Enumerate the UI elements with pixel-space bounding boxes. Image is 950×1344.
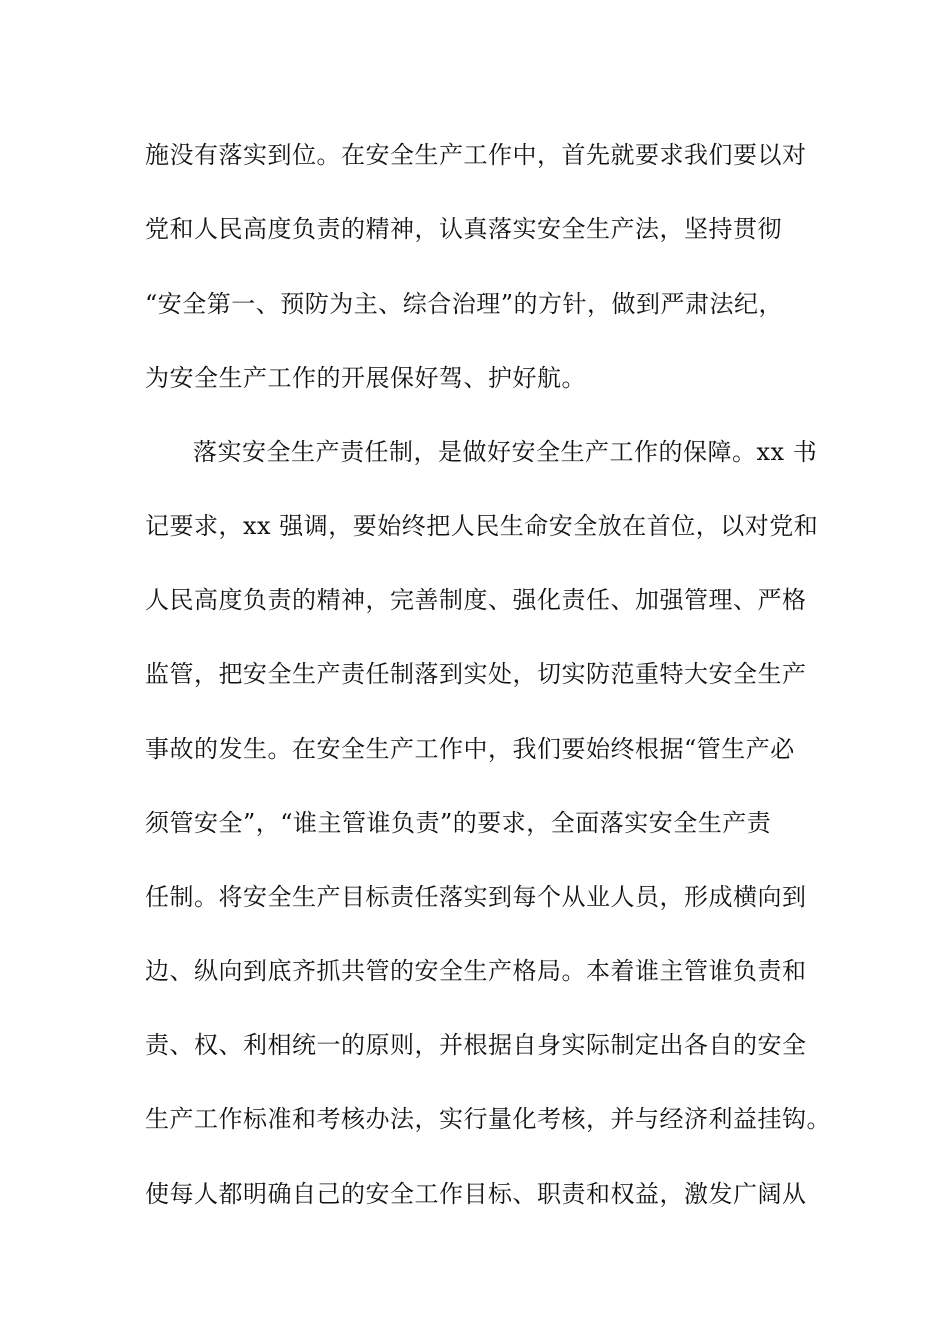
text-line: 使每人都明确自己的安全工作目标、职责和权益，激发广阔从 <box>145 1180 807 1208</box>
text-line: 事故的发生。在安全生产工作中，我们要始终根据“管生产必 <box>145 735 795 763</box>
text-line: “安全第一、预防为主、综合治理”的方针，做到严肃法纪， <box>145 290 784 318</box>
text-line: 任制。将安全生产目标责任落实到每个从业人员，形成横向到 <box>145 883 807 911</box>
text-line: 生产工作标准和考核办法，实行量化考核，并与经济利益挂钩。 <box>145 1105 831 1133</box>
text-line: 人民高度负责的精神，完善制度、强化责任、加强管理、严格 <box>145 586 807 614</box>
text-line: 监管，把安全生产责任制落到实处，切实防范重特大安全生产 <box>145 660 807 688</box>
text-line: 记要求，xx 强调，要始终把人民生命安全放在首位，以对党和 <box>145 512 819 540</box>
text-line: 责、权、利相统一的原则，并根据自身实际制定出各自的安全 <box>145 1031 807 1059</box>
paragraph-first-line: 落实安全生产责任制，是做好安全生产工作的保障。xx 书 <box>193 438 818 466</box>
text-line: 党和人民高度负责的精神，认真落实安全生产法，坚持贯彻 <box>145 215 782 243</box>
text-line: 须管安全”，“谁主管谁负责”的要求，全面落实安全生产责 <box>145 809 772 837</box>
text-line: 施没有落实到位。在安全生产工作中，首先就要求我们要以对 <box>145 141 807 169</box>
text-line: 为安全生产工作的开展保好驾、护好航。 <box>145 364 586 392</box>
text-line: 边、纵向到底齐抓共管的安全生产格局。本着谁主管谁负责和 <box>145 957 807 985</box>
